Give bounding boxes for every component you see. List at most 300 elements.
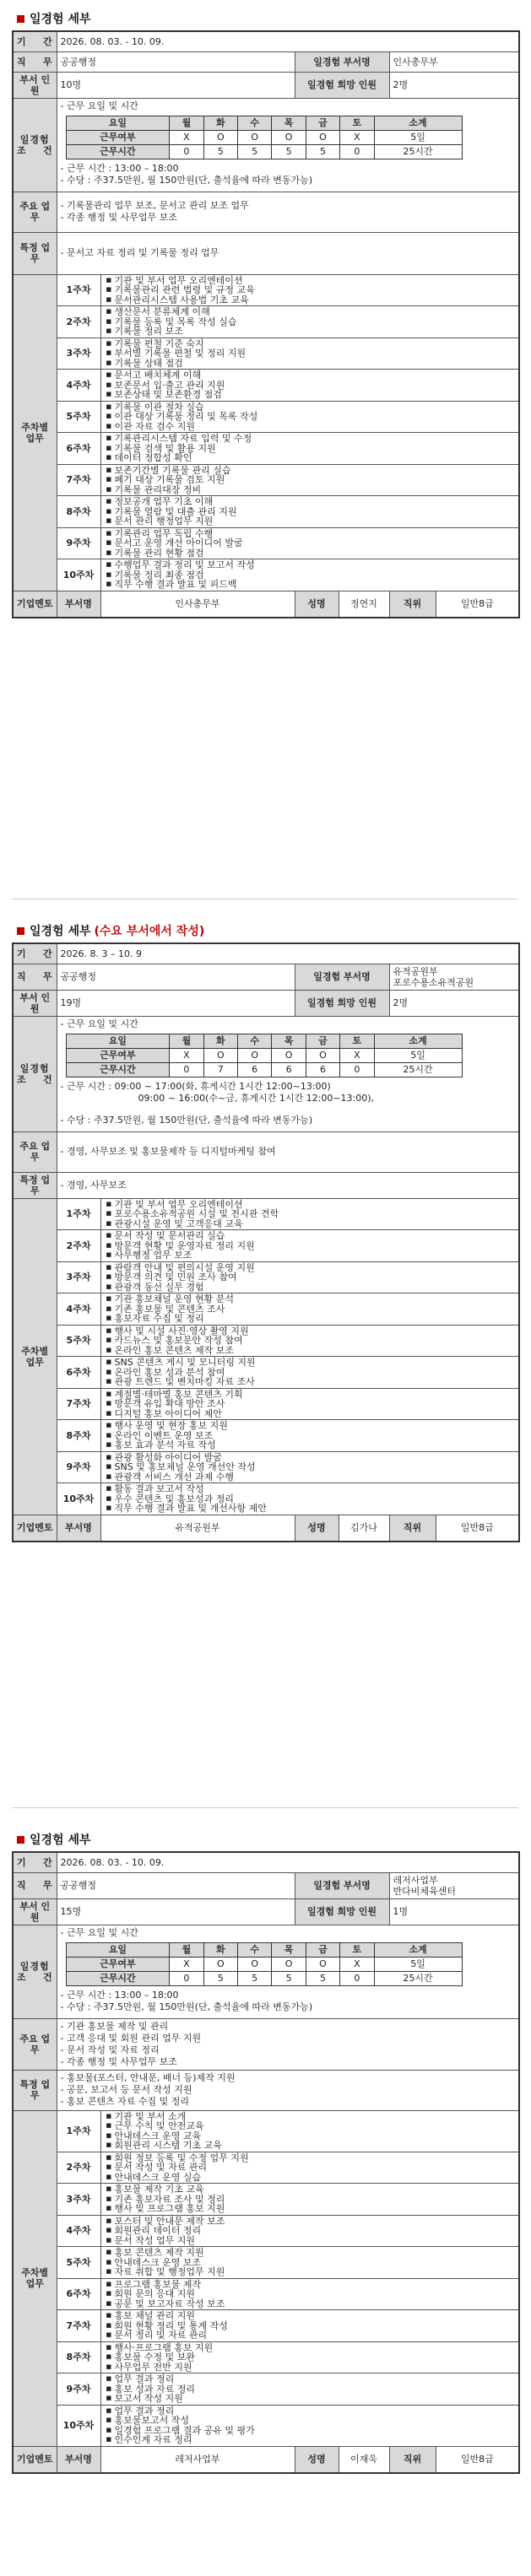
hope-label: 일경험 희망 인원: [295, 990, 389, 1016]
week-tasks: [100, 2310, 519, 2342]
week-row: [13, 1293, 519, 1326]
red-square-icon: [17, 927, 24, 935]
week-number: 8주차: [57, 2341, 100, 2373]
job-label: 직 무: [13, 51, 57, 72]
task-item: ■ 회원 문의 응대 지원: [106, 2289, 516, 2299]
task-item: ■ 관광시설 운영 및 고객응대 교육: [106, 1219, 516, 1229]
duty-label: 주요 업무: [13, 192, 57, 232]
week-row: [13, 1230, 519, 1262]
schedule-hours-cell: 25시간: [374, 144, 462, 159]
task-item: ■ 회원 정보 등록 및 수정 업무 지원: [106, 2153, 516, 2163]
dept-value: 인사총무부: [389, 51, 519, 72]
hope-value: 2명: [389, 72, 519, 98]
task-item: ■ 홍보 채널 관리 지원: [106, 2311, 516, 2321]
schedule-header-cell: 목: [272, 116, 306, 130]
task-item: ■ 홍보 효과 분석 자료 작성: [106, 1440, 516, 1450]
mentor-dept-label: 부서명: [57, 591, 100, 618]
task-item: ■ 문서 정리 및 자료 관리: [106, 2330, 516, 2341]
period-value: 2026. 08. 03. - 10. 09.: [57, 1852, 519, 1872]
schedule-hours-cell: 5: [237, 144, 271, 159]
schedule-work-cell: O: [272, 130, 306, 144]
section-title: [0, 10, 531, 27]
task-list: [105, 2311, 516, 2341]
schedule-work-cell: O: [203, 1048, 237, 1062]
week-row: [13, 1261, 519, 1293]
week-number: 10주차: [57, 2405, 100, 2446]
week-tasks: [100, 401, 519, 433]
task-item: ■ 인수인계 자료 정리: [106, 2435, 516, 2445]
work-experience-section: [0, 1831, 531, 2474]
task-list: [105, 2248, 516, 2277]
week-row: [13, 401, 519, 433]
week-tasks: [100, 1483, 519, 1515]
schedule-header-cell: 목: [272, 1034, 306, 1048]
task-list: [105, 1484, 516, 1514]
task-item: ■ 홍보 콘텐츠 제작 지원: [106, 2248, 516, 2258]
schedule-work-cell: 근무여부: [66, 1957, 170, 1971]
period-value: 2026. 08. 03. - 10. 09.: [57, 31, 519, 51]
section-title: [0, 922, 531, 939]
week-tasks: [100, 2247, 519, 2279]
task-item: ■ 문서 관리 행정업무 지원: [106, 516, 516, 527]
duty-content: [57, 192, 519, 232]
special-label: 특정 업무: [13, 2070, 57, 2110]
task-item: ■ 행사 및 프로그램 홍보 지원: [106, 2204, 516, 2214]
schedule-hours-cell: 0: [170, 144, 203, 159]
week-tasks: [100, 2110, 519, 2152]
week-row: [13, 2152, 519, 2184]
special-item: - 문서고 자료 정리 및 기록물 정리 업무: [60, 247, 219, 258]
task-item: ■ 온라인 이벤트 운영 보조: [106, 1431, 516, 1441]
task-item: ■ 이관 자료 검수 지원: [106, 422, 516, 432]
week-tasks: [100, 433, 519, 465]
task-list: [105, 2343, 516, 2373]
task-item: ■ 생산문서 분류체계 이해: [106, 307, 516, 317]
schedule-hours-cell: 6: [237, 1062, 271, 1077]
schedule-hours-cell: 5: [306, 1971, 339, 1985]
task-item: ■ 문서관리시스템 사용법 기초 교육: [106, 295, 516, 305]
week-number: 2주차: [57, 306, 100, 338]
task-item: ■ 프로그램 홍보물 제작: [106, 2280, 516, 2290]
week-tasks: [100, 2341, 519, 2373]
task-item: ■ 계절별·테마별 홍보 콘텐츠 기획: [106, 1390, 516, 1400]
week-number: 10주차: [57, 1483, 100, 1515]
task-item: ■ 안내데스크 운영 실습: [106, 2173, 516, 2183]
task-list: [105, 560, 516, 590]
weekly-plan-label: 주차별 업무: [13, 2110, 57, 2446]
hope-label: 일경험 희망 인원: [295, 1898, 389, 1925]
schedule-work-cell: O: [237, 1957, 271, 1971]
week-row: [13, 306, 519, 338]
task-list: [105, 1421, 516, 1450]
task-list: [105, 529, 516, 559]
week-number: 5주차: [57, 2247, 100, 2279]
schedule-header-cell: 소계: [374, 1034, 462, 1048]
task-item: ■ 기록관리시스템 자료 입력 및 수정: [106, 434, 516, 444]
week-number: 9주차: [57, 2373, 100, 2406]
week-tasks: [100, 338, 519, 370]
task-item: ■ 안내데스크 운영 교육: [106, 2131, 516, 2141]
task-list: [105, 370, 516, 400]
task-item: ■ 기관 및 부서 업무 오리엔테이션: [106, 276, 516, 286]
mentor-label: 기업멘토: [13, 591, 57, 618]
task-item: ■ 정보공개 업무 기초 이해: [106, 497, 516, 507]
mentor-dept: 레저사업부: [100, 2446, 295, 2473]
week-tasks: [100, 1198, 519, 1230]
task-item: ■ 업무 결과 정리: [106, 2406, 516, 2417]
schedule-header-cell: 토: [340, 1034, 374, 1048]
week-tasks: [100, 1388, 519, 1420]
schedule-header-cell: 요일: [66, 1034, 170, 1048]
schedule-work-cell: O: [272, 1957, 306, 1971]
task-item: ■ 기관 홍보채널 운영 현황 분석: [106, 1294, 516, 1304]
week-number: 9주차: [57, 527, 100, 559]
schedule-hours-cell: 6: [306, 1062, 339, 1077]
hope-label: 일경험 희망 인원: [295, 72, 389, 98]
task-item: ■ 사무행정 업무 보조: [106, 1250, 516, 1261]
week-row: [13, 1357, 519, 1389]
red-square-icon: [17, 1836, 24, 1844]
week-number: 7주차: [57, 464, 100, 496]
task-item: ■ 행사 운영 및 현장 홍보 지원: [106, 1421, 516, 1431]
task-list: [105, 2374, 516, 2404]
task-item: ■ 홍보자료 수집 및 정리: [106, 1314, 516, 1324]
week-row: [13, 559, 519, 591]
task-list: [105, 1263, 516, 1293]
week-row: [13, 1420, 519, 1452]
schedule-hours-cell: 5: [272, 1971, 306, 1985]
schedule-hours-cell: 0: [340, 1971, 374, 1985]
task-list: [105, 1294, 516, 1324]
condition-note: - 근무 시간 : 13:00 – 18:00: [60, 162, 179, 174]
week-number: 1주차: [57, 2110, 100, 2152]
week-number: 10주차: [57, 559, 100, 591]
task-list: [105, 1453, 516, 1482]
schedule-work-cell: X: [340, 1048, 374, 1062]
task-list: [105, 339, 516, 369]
task-item: ■ 기록물 등록 및 목록 작성 실습: [106, 317, 516, 327]
week-row: [13, 2110, 519, 2152]
week-number: 2주차: [57, 2152, 100, 2184]
condition-intro: - 근무 요일 및 시간: [60, 1018, 138, 1029]
schedule-header-cell: 월: [170, 1942, 203, 1957]
week-number: 4주차: [57, 2215, 100, 2247]
task-list: [105, 2112, 516, 2151]
week-row: [13, 2247, 519, 2279]
schedule-header-cell: 목: [272, 1942, 306, 1957]
special-item: - 경영, 사무보조: [60, 1179, 127, 1191]
job-value: 공공행정: [57, 1872, 295, 1898]
duty-item: - 각종 행정 및 사무업무 보조: [60, 2055, 177, 2067]
week-tasks: [100, 1261, 519, 1293]
task-list: [105, 1200, 516, 1229]
task-list: [105, 1231, 516, 1261]
task-item: ■ 행사 및 시설 사진·영상 촬영 지원: [106, 1326, 516, 1337]
week-number: 8주차: [57, 496, 100, 528]
schedule-hours-cell: 25시간: [374, 1062, 462, 1077]
schedule-header-cell: 화: [203, 1034, 237, 1048]
hope-value: 2명: [389, 990, 519, 1016]
task-item: ■ 홍보물보고서 작성: [106, 2416, 516, 2426]
week-tasks: [100, 1230, 519, 1262]
mentor-dept-label: 부서명: [57, 2446, 100, 2473]
duty-item: - 문서 작성 및 자료 정리: [60, 2044, 160, 2055]
week-tasks: [100, 2405, 519, 2446]
task-item: ■ 기록물 관리 현황 점검: [106, 548, 516, 559]
task-item: ■ 기존 홍보물 및 콘텐츠 조사: [106, 1304, 516, 1315]
task-item: ■ 관광객 동선 실무 경험: [106, 1283, 516, 1293]
schedule-work-cell: O: [237, 130, 271, 144]
task-item: ■ 회원 현황 정리 및 통계 작성: [106, 2321, 516, 2331]
schedule-hours-cell: 0: [170, 1062, 203, 1077]
task-item: ■ 관광 트렌드 및 벤치마킹 자료 조사: [106, 1377, 516, 1387]
schedule-hours-cell: 근무시간: [66, 1971, 170, 1985]
schedule-header-cell: 토: [340, 1942, 374, 1957]
schedule-table: [66, 1034, 463, 1077]
schedule-header-cell: 토: [340, 116, 374, 130]
week-row: [13, 1451, 519, 1483]
dept-label: 일경험 부서명: [295, 964, 389, 990]
task-item: ■ 디지털 홍보 아이디어 제안: [106, 1409, 516, 1419]
week-row: [13, 274, 519, 306]
week-row: [13, 2184, 519, 2216]
special-item: - 홍보 콘텐츠 자료 수집 및 정리: [60, 2096, 189, 2107]
task-item: ■ 부서별 기록물 편철 및 정리 지원: [106, 348, 516, 359]
week-row: [13, 338, 519, 370]
detail-table: [12, 30, 520, 618]
week-row: [13, 2215, 519, 2247]
duty-content: [57, 1131, 519, 1172]
schedule-work-cell: 근무여부: [66, 1048, 170, 1062]
schedule-table: [66, 1942, 463, 1986]
task-item: ■ SNS 콘텐츠 게시 및 모니터링 지원: [106, 1358, 516, 1368]
schedule-header-cell: 요일: [66, 1942, 170, 1957]
week-tasks: [100, 496, 519, 528]
task-item: ■ 온라인 홍보 성과 분석 참여: [106, 1368, 516, 1378]
schedule-header-cell: 소계: [374, 1942, 462, 1957]
task-item: ■ 문서고 배치체계 이해: [106, 370, 516, 381]
task-item: ■ 카드뉴스 및 홍보문안 작성 참여: [106, 1336, 516, 1346]
schedule-hours-cell: 5: [203, 1971, 237, 1985]
week-tasks: [100, 1293, 519, 1326]
condition-note: - 근무 시간 : 09:00 ~ 17:00(화, 휴게시간 1시간 12:00~13:00): [60, 1080, 331, 1092]
task-item: ■ 방문객 의견 및 민원 조사 참여: [106, 1272, 516, 1283]
special-content: [57, 2070, 519, 2110]
mentor-position-label: 직위: [389, 591, 436, 618]
task-item: ■ 관광객 서비스 개선 과제 수행: [106, 1472, 516, 1482]
week-number: 2주차: [57, 1230, 100, 1262]
schedule-header-cell: 수: [237, 1034, 271, 1048]
task-item: ■ 문서 작성 및 자료 관리: [106, 2163, 516, 2173]
mentor-name: 김가나: [339, 1515, 389, 1542]
schedule-work-cell: O: [306, 1048, 339, 1062]
week-tasks: [100, 306, 519, 338]
task-item: ■ 문서고 운영 개선 아이디어 발굴: [106, 538, 516, 548]
condition-content: [57, 1925, 519, 2018]
section-title-text: 일경험 세부: [30, 13, 91, 26]
week-tasks: [100, 370, 519, 402]
condition-content: [57, 98, 519, 192]
detail-table: [12, 1851, 520, 2474]
schedule-work-cell: 5일: [374, 1957, 462, 1971]
week-number: 3주차: [57, 2184, 100, 2216]
week-row: [13, 2341, 519, 2373]
task-item: ■ 일경험 프로그램 결과 공유 및 평가: [106, 2426, 516, 2436]
schedule-header-cell: 월: [170, 1034, 203, 1048]
task-item: ■ 행사·프로그램 홍보 지원: [106, 2343, 516, 2353]
mentor-position: 일반8급: [436, 591, 519, 618]
task-item: ■ 폐기 대상 기록물 검토 지원: [106, 475, 516, 485]
condition-label: 일경험 조 건: [13, 1016, 57, 1131]
duty-item: - 고객 응대 및 회원 관리 업무 지원: [60, 2032, 202, 2044]
mentor-name-label: 성명: [295, 591, 339, 618]
week-row: [13, 2310, 519, 2342]
mentor-name-label: 성명: [295, 2446, 339, 2473]
condition-intro: - 근무 요일 및 시간: [60, 1926, 138, 1938]
week-row: [13, 496, 519, 528]
task-item: ■ 회원관리 데이터 정리: [106, 2226, 516, 2236]
schedule-work-cell: O: [306, 130, 339, 144]
schedule-work-cell: O: [272, 1048, 306, 1062]
mentor-name-label: 성명: [295, 1515, 339, 1542]
special-item: - 홍보물(포스터, 안내문, 배너 등)제작 지원: [60, 2072, 236, 2083]
period-label: 기 간: [13, 1852, 57, 1872]
mentor-dept: 유적공원부: [100, 1515, 295, 1542]
schedule-hours-cell: 7: [203, 1062, 237, 1077]
schedule-header-cell: 금: [306, 116, 339, 130]
task-item: ■ 직무 수행 결과 발표 및 피드백: [106, 580, 516, 590]
task-item: ■ 기록관리 업무 독립 수행: [106, 529, 516, 539]
week-row: [13, 370, 519, 402]
schedule-hours-cell: 25시간: [374, 1971, 462, 1985]
week-tasks: [100, 527, 519, 559]
week-number: 5주차: [57, 401, 100, 433]
task-item: ■ 홍보 성과 자료 정리: [106, 2384, 516, 2395]
task-item: ■ 안내데스크 운영 보조: [106, 2258, 516, 2268]
schedule-header-cell: 요일: [66, 116, 170, 130]
week-tasks: [100, 274, 519, 306]
condition-label: 일경험 조 건: [13, 1925, 57, 2018]
mentor-name: 이재욱: [339, 2446, 389, 2473]
work-experience-section: [0, 922, 531, 1542]
week-row: [13, 1325, 519, 1357]
task-item: ■ 기록물 상태 점검: [106, 359, 516, 369]
schedule-hours-cell: 6: [272, 1062, 306, 1077]
schedule-hours-cell: 5: [203, 144, 237, 159]
detail-table: [12, 942, 520, 1542]
task-list: [105, 2184, 516, 2214]
schedule-work-cell: X: [170, 130, 203, 144]
task-item: ■ 회원관리 시스템 기초 교육: [106, 2141, 516, 2151]
task-list: [105, 2406, 516, 2445]
task-list: [105, 1358, 516, 1387]
special-label: 특정 업무: [13, 1172, 57, 1198]
schedule-header-cell: 수: [237, 116, 271, 130]
people-label: 부서 인원: [13, 1898, 57, 1925]
schedule-work-cell: 근무여부: [66, 130, 170, 144]
job-label: 직 무: [13, 1872, 57, 1898]
week-tasks: [100, 1325, 519, 1357]
schedule-hours-cell: 5: [306, 144, 339, 159]
schedule-table: [66, 116, 463, 159]
schedule-header-cell: 금: [306, 1034, 339, 1048]
schedule-header-cell: 월: [170, 116, 203, 130]
schedule-work-cell: X: [170, 1048, 203, 1062]
task-item: ■ 활동 결과 보고서 작성: [106, 1484, 516, 1494]
week-tasks: [100, 1357, 519, 1389]
mentor-label: 기업멘토: [13, 1515, 57, 1542]
week-number: 5주차: [57, 1325, 100, 1357]
task-item: ■ 수행업무 결과 정리 및 보고서 작성: [106, 560, 516, 570]
week-number: 7주차: [57, 1388, 100, 1420]
section-title-text: 일경험 세부: [30, 925, 91, 938]
special-content: [57, 1172, 519, 1198]
task-item: ■ 기록물관리 관련 법령 및 규정 교육: [106, 285, 516, 295]
schedule-work-cell: O: [237, 1048, 271, 1062]
mentor-label: 기업멘토: [13, 2446, 57, 2473]
duty-label: 주요 업무: [13, 2018, 57, 2070]
task-list: [105, 434, 516, 463]
task-item: ■ 근무 수칙 및 안전교육: [106, 2121, 516, 2131]
condition-content: [57, 1016, 519, 1131]
schedule-hours-cell: 5: [237, 1971, 271, 1985]
dept-label: 일경험 부서명: [295, 51, 389, 72]
week-number: 9주차: [57, 1451, 100, 1483]
duty-item: - 경영, 사무보조 및 홍보물제작 등 디지털마케팅 참여: [60, 1146, 276, 1157]
section-divider: [12, 1807, 518, 1808]
mentor-position-label: 직위: [389, 2446, 436, 2473]
task-item: ■ 방문객 현황 및 운영자료 정리 지원: [106, 1241, 516, 1251]
schedule-header-cell: 금: [306, 1942, 339, 1957]
week-row: [13, 2278, 519, 2310]
task-list: [105, 2217, 516, 2246]
task-item: ■ 보존기간별 기록물 관리 실습: [106, 466, 516, 476]
week-number: 6주차: [57, 1357, 100, 1389]
task-item: ■ 관람객 안내 및 편의시설 운영 지원: [106, 1263, 516, 1273]
schedule-work-cell: X: [340, 130, 374, 144]
task-list: [105, 497, 516, 527]
task-list: [105, 2280, 516, 2309]
work-experience-section: [0, 10, 531, 618]
mentor-dept: 인사총무부: [100, 591, 295, 618]
week-row: [13, 433, 519, 465]
week-tasks: [100, 464, 519, 496]
task-item: ■ 기관 및 부서 소개: [106, 2112, 516, 2122]
task-list: [105, 402, 516, 432]
period-label: 기 간: [13, 31, 57, 51]
week-row: [13, 2373, 519, 2406]
schedule-header-cell: 소계: [374, 116, 462, 130]
task-item: ■ 기록물 관리대장 정비: [106, 485, 516, 495]
week-number: 6주차: [57, 2278, 100, 2310]
task-item: ■ 보존상태 및 보존환경 점검: [106, 390, 516, 400]
condition-note: - 수당 : 주37.5만원, 월 150만원(단, 출석율에 따라 변동가능): [60, 2001, 313, 2012]
task-item: ■ 기록물 편철 기준 숙지: [106, 339, 516, 349]
people-label: 부서 인원: [13, 990, 57, 1016]
task-item: ■ 포로수용소유적공원 시설 및 전시관 견학: [106, 1209, 516, 1219]
task-item: ■ 방문객 유입 확대 방안 조사: [106, 1399, 516, 1409]
task-item: ■ 기록물 이관 절차 실습: [106, 402, 516, 413]
hope-value: 1명: [389, 1898, 519, 1925]
weekly-plan-label: 주차별 업무: [13, 1198, 57, 1515]
section-title-text: 일경험 세부: [30, 1833, 91, 1847]
week-number: 4주차: [57, 370, 100, 402]
dept-label: 일경험 부서명: [295, 1872, 389, 1898]
week-number: 4주차: [57, 1293, 100, 1326]
task-list: [105, 1326, 516, 1356]
week-tasks: [100, 2373, 519, 2406]
task-item: ■ 직무 수행 결과 발표 및 개선사항 제안: [106, 1504, 516, 1514]
